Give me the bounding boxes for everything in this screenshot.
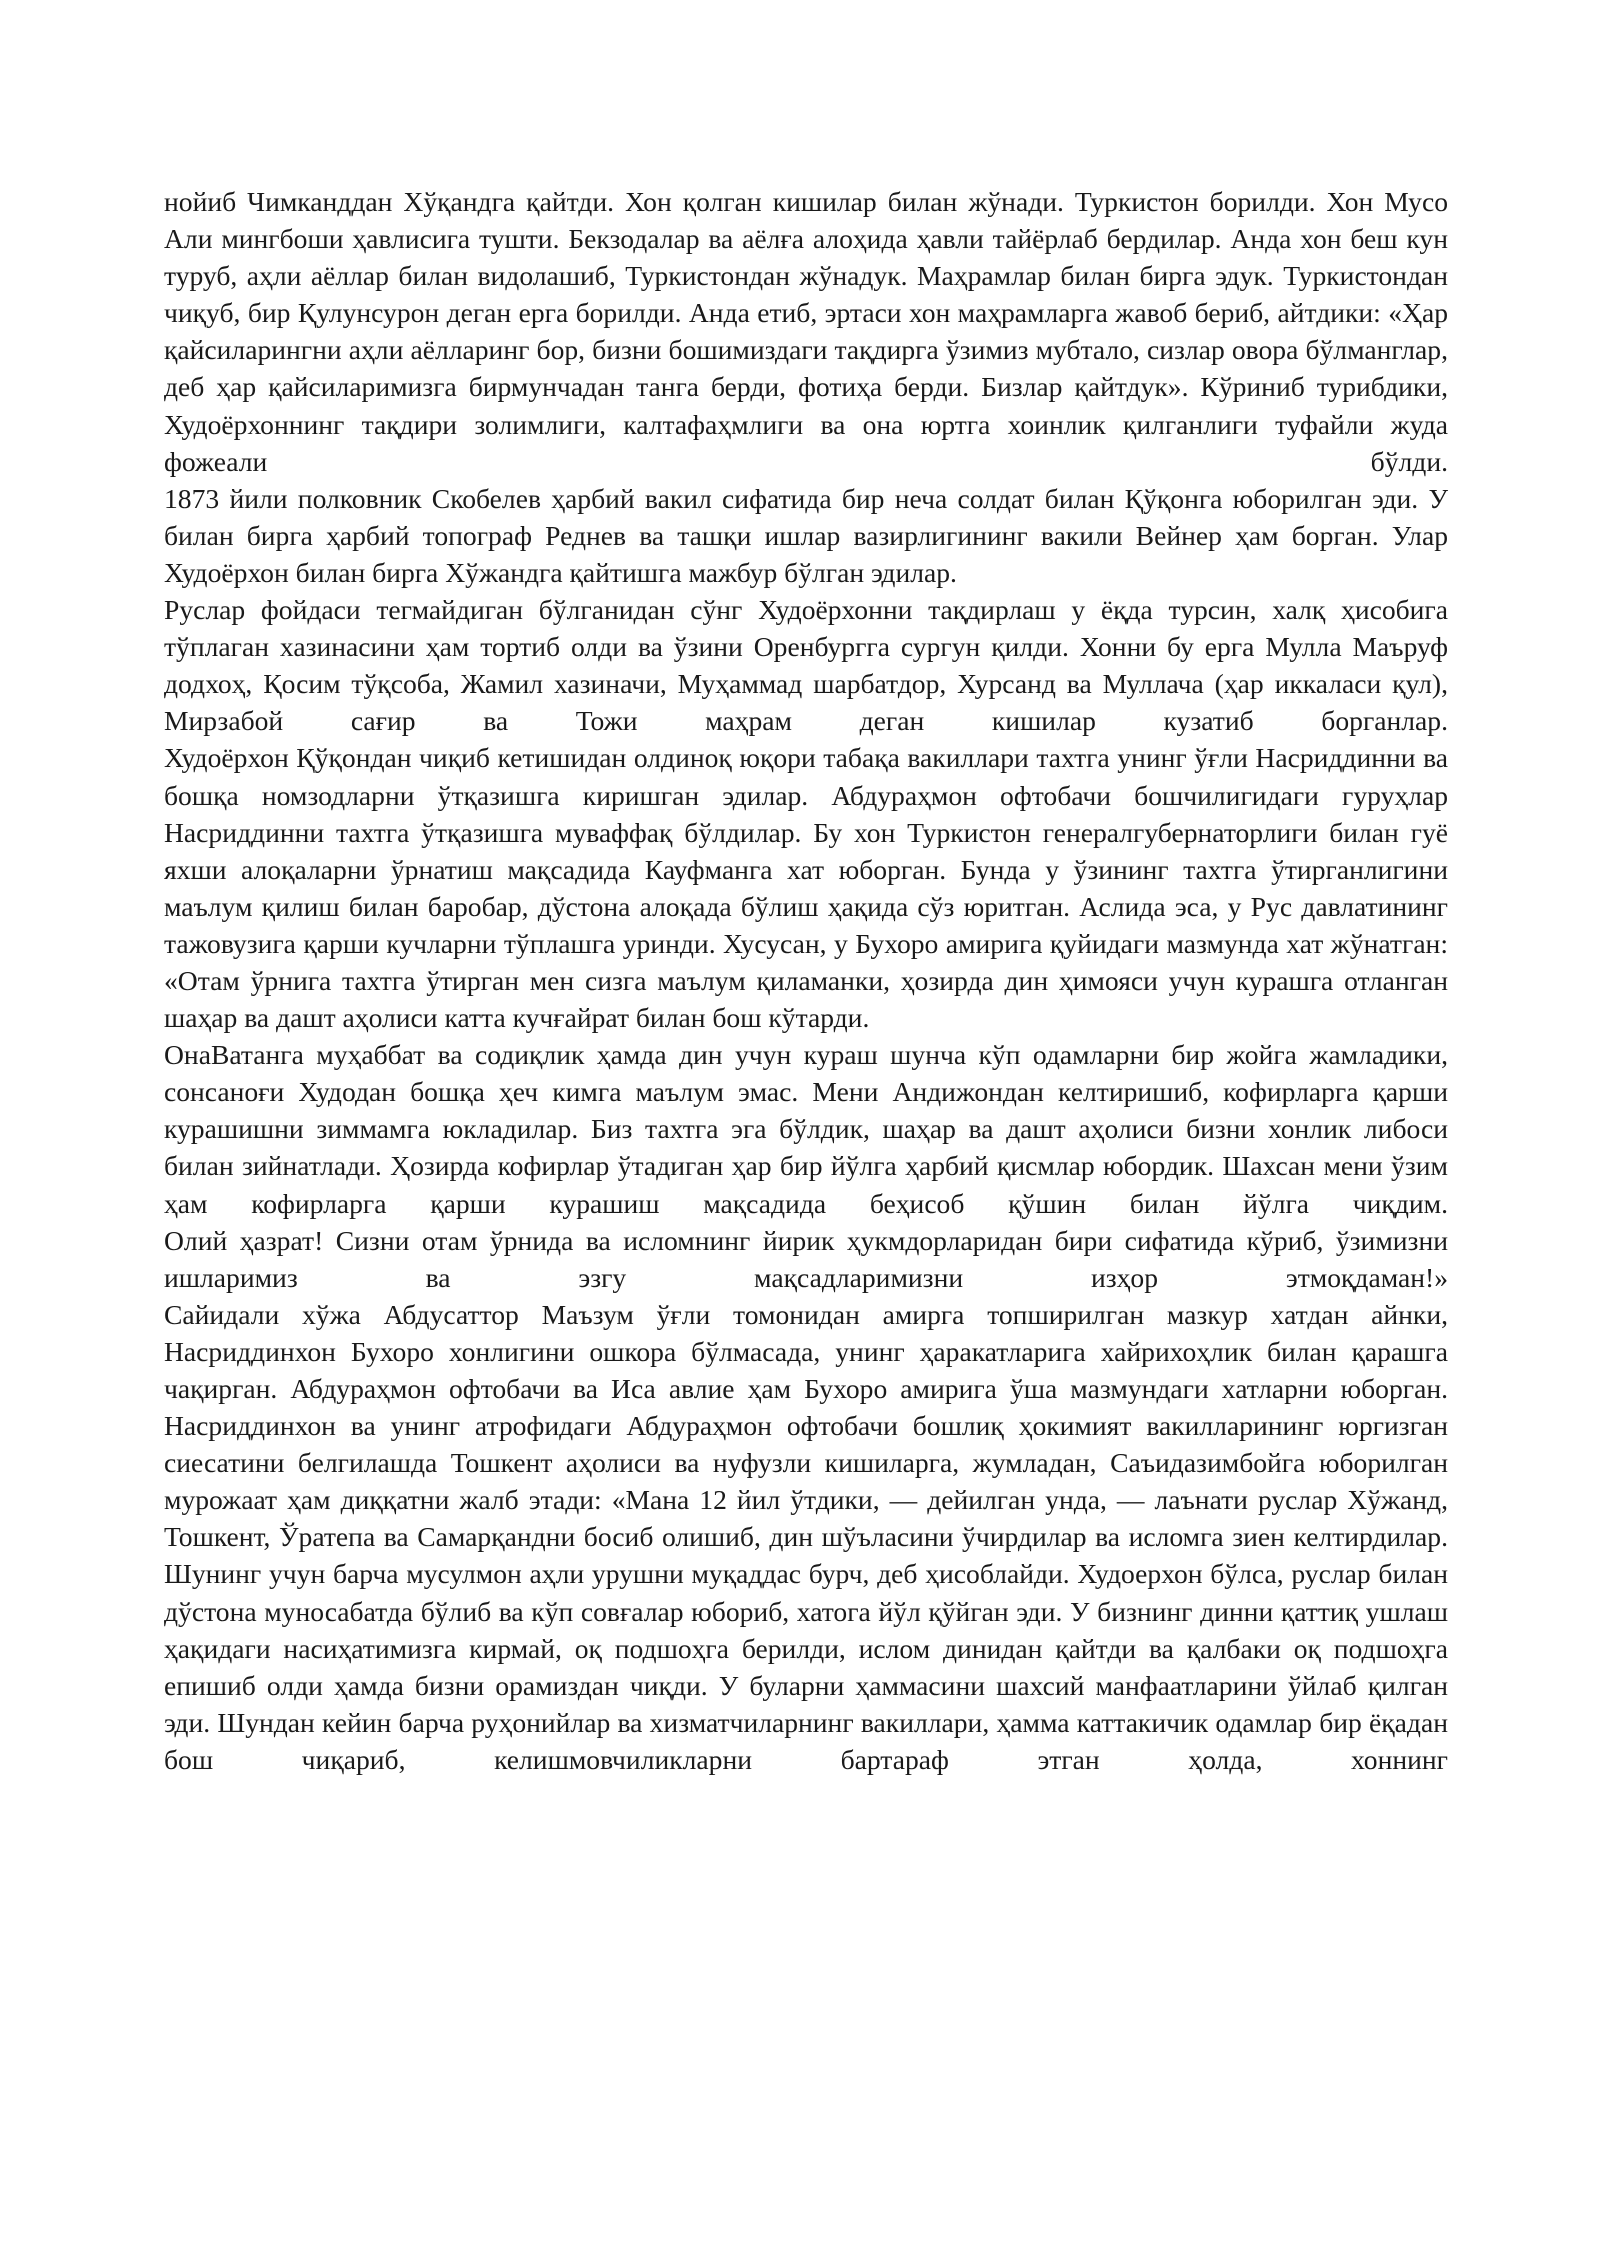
- paragraph-5: ОнаВатанга муҳаббат ва содиқлик ҳамда дин учун кураш шунча кўп одамларни бир жойга жамладики, сонсаноғи Худодан бошқа ҳеч кимга маълум эмас. Мени Андижондан келтиришиб, кофирларга қарши курашишни зиммамга юкладилар. Биз тахтга эга бўлдик, шаҳар ва дашт аҳолиси бизни хонлик либоси билан зийнатлади. Ҳозирда кофирлар ўтадиган ҳар бир йўлга ҳарбий қисмлар юбордик. Шахсан мени ўзим ҳам кофирларга қарши курашиш мақсадида беҳисоб қўшин билан йўлга чиқдим.: [164, 1039, 1448, 1219]
- paragraph-6: Олий ҳазрат! Сизни отам ўрнида ва исломнинг йирик ҳукмдорларидан бири сифатида кўриб, ўзимизни ишларимиз ва эзгу мақсадларимизни изҳор этмоқдаман!»: [164, 1224, 1448, 1293]
- document-body: [164, 183, 1448, 1778]
- paragraph-1: нойиб Чимканддан Хўқандга қайтди. Хон қолган кишилар билан жўнади. Туркистон борилди. Хон Мусо Али мингбоши ҳавлисига тушти. Бекзодалар ва аёлға алоҳида ҳавли тайёрлаб бердилар. Анда хон беш кун туруб, аҳли аёллар билан видолашиб, Туркистондан жўнадук. Маҳрамлар билан бирга эдук. Туркистондан чиқуб, бир Қулунсурон деган ерга борилди. Анда етиб, эртаси хон маҳрамларга жавоб бериб, айтдики: «Ҳар қайсиларингни аҳли аёлларинг бор, бизни бошимиздаги тақдирга ўзимиз мубтало, сизлар овора бўлманглар, деб ҳар қайсиларимизга бирмунчадан танга берди, фотиҳа берди. Бизлар қайтдук». Кўриниб турибдики, Худоёрхоннинг тақдири золимлиги, калтафаҳмлиги ва она юртга хоинлик қилганлиги туфайли жуда фожеали бўлди.: [164, 186, 1448, 477]
- paragraph-7: Сайидали хўжа Абдусаттор Маъзум ўғли томонидан амирга топширилган мазкур хатдан айнки, Насриддинхон Бухоро хонлигини ошкора бўлмасада, унинг ҳаракатларига хайрихоҳлик билан қарашга чақирган. Абдураҳмон офтобачи ва Иса авлие ҳам Бухоро амирига ўша мазмундаги хатларни юборган. Насриддинхон ва унинг атрофидаги Абдураҳмон офтобачи бошлиқ ҳокимият вакилларининг юргизган сиесатини белгилашда Тошкент аҳолиси ва нуфузли кишиларга, жумладан, Саъидазимбойга юборилган мурожаат ҳам диққатни жалб этади: «Мана 12 йил ўтдики, — дейилган унда, — лаънати руслар Хўжанд, Тошкент, Ўратепа ва Самарқандни босиб олишиб, дин шўъласини ўчирдилар ва исломга зиен келтирдилар. Шунинг учун барча мусулмон аҳли урушни муқаддас бурч, деб ҳисоблайди. Худоерхон бўлса, руслар билан дўстона муносабатда бўлиб ва кўп совғалар юбориб, хатога йўл қўйган эди. У бизнинг динни қаттиқ ушлаш ҳақидаги насиҳатимизга кирмай, оқ подшоҳга берилди, ислом динидан қайтди ва қалбаки оқ подшоҳга епишиб олди ҳамда бизни орамиздан чиқди. У буларни ҳаммасини шахсий манфаатларини ўйлаб қилган эди. Шундан кейин барча руҳонийлар ва хизматчиларнинг вакиллари, ҳамма каттакичик одамлар бир ёқадан бош чиқариб, келишмовчиликларни бартараф этган ҳолда, хоннинг: [164, 1298, 1448, 1775]
- paragraph-3: Руслар фойдаси тегмайдиган бўлганидан сўнг Худоёрхонни тақдирлаш у ёқда турсин, халқ ҳисобига тўплаган хазинасини ҳам тортиб олди ва ўзини Оренбургга сургун қилди. Хонни бу ерга Мулла Маъруф додхоҳ, Қосим тўқсоба, Жамил хазиначи, Муҳаммад шарбатдор, Хурсанд ва Муллача (ҳар иккаласи қул), Мирзабой сағир ва Тожи маҳрам деган кишилар кузатиб борганлар.: [164, 594, 1448, 737]
- paragraph-2: 1873 йили полковник Скобелев ҳарбий вакил сифатида бир неча солдат билан Қўқонга юборилган эди. У билан бирга ҳарбий топограф Реднев ва ташқи ишлар вазирлигининг вакили Вейнер ҳам борган. Улар Худоёрхон билан бирга Хўжандга қайтишга мажбур бўлган эдилар.: [164, 482, 1448, 588]
- paragraph-4: Худоёрхон Қўқондан чиқиб кетишидан олдиноқ юқори табақа вакиллари тахтга унинг ўғли Насриддинни ва бошқа номзодларни ўтқазишга киришган эдилар. Абдураҳмон офтобачи бошчилигидаги гуруҳлар Насриддинни тахтга ўтқазишга муваффақ бўлдилар. Бу хон Туркистон генералгубернаторлиги билан гуё яхши алоқаларни ўрнатиш мақсадида Кауфманга хат юборган. Бунда у ўзининг тахтга ўтирганлигини маълум қилиш билан баробар, дўстона алоқада бўлиш ҳақида сўз юритган. Аслида эса, у Рус давлатининг тажовузига қарши кучларни тўплашга уринди. Хусусан, у Бухоро амирига қуйидаги мазмунда хат жўнатган: «Отам ўрнига тахтга ўтирган мен сизга маълум қиламанки, ҳозирда дин ҳимояси учун курашга отланган шаҳар ва дашт аҳолиси катта кучғайрат билан бош кўтарди.: [164, 742, 1448, 1034]
